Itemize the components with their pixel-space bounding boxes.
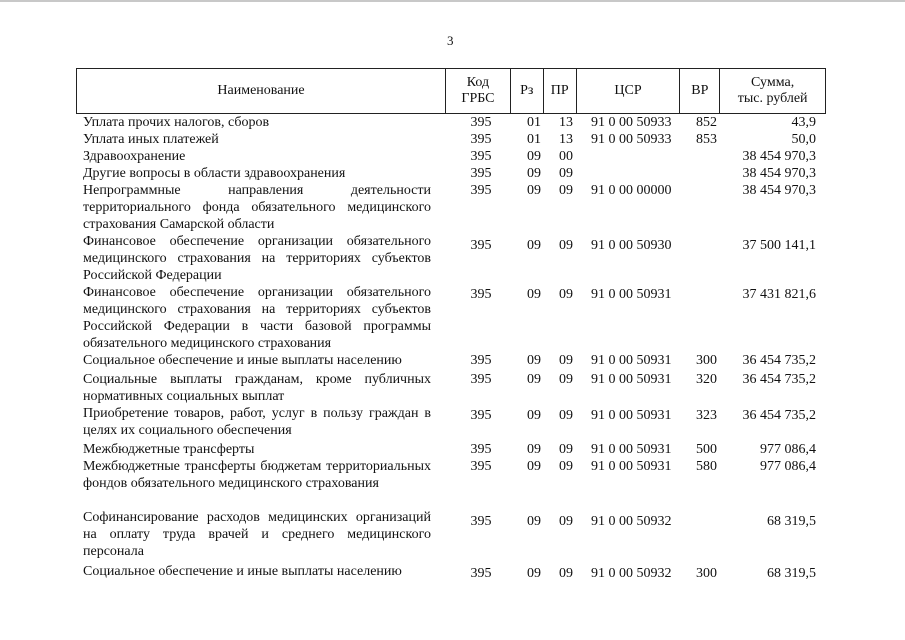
row-sum: 68 319,5 [767, 514, 816, 529]
row-sum: 50,0 [791, 132, 816, 147]
row-rz: 09 [527, 353, 541, 368]
row-name: Социальные выплаты гражданам, кроме публичных нормативных социальных выплат [83, 372, 431, 404]
row-name: Социальное обеспечение и иные выплаты населению [83, 564, 402, 579]
row-name: Приобретение товаров, работ, услуг в пользу граждан в целях их социального обеспечения [83, 406, 431, 438]
row-name: Межбюджетные трансферты бюджетам территориальных фондов обязательного медицинского страхования [83, 459, 431, 491]
row-name: Финансовое обеспечение организации обязательного медицинского страхования на территориях субъектов Российской Федерации в части базовой программы обязательного медицинского страхования [83, 285, 431, 351]
row-grbs: 395 [470, 442, 492, 457]
row-sum: 38 454 970,3 [742, 183, 816, 198]
row-rz: 09 [527, 183, 541, 198]
row-sum: 68 319,5 [767, 566, 816, 581]
row-csr: 91 0 00 50933 [591, 115, 672, 130]
row-csr: 91 0 00 50931 [591, 442, 672, 457]
budget-table [76, 68, 826, 581]
row-grbs: 395 [470, 408, 492, 423]
row-pr: 09 [559, 442, 573, 457]
header-rz: Рз [511, 69, 544, 113]
row-name: Уплата иных платежей [83, 132, 219, 147]
row-csr: 91 0 00 50931 [591, 353, 672, 368]
row-grbs: 395 [470, 287, 492, 302]
row-rz: 01 [527, 115, 541, 130]
page-number: 3 [447, 33, 454, 48]
row-csr: 91 0 00 50933 [591, 132, 672, 147]
row-sum: 38 454 970,3 [742, 149, 816, 164]
row-grbs: 395 [470, 115, 492, 130]
row-rz: 09 [527, 287, 541, 302]
row-vr: 853 [696, 132, 717, 147]
row-grbs: 395 [470, 149, 492, 164]
row-sum: 37 500 141,1 [742, 238, 816, 253]
row-grbs: 395 [470, 132, 492, 147]
row-rz: 09 [527, 149, 541, 164]
row-rz: 09 [527, 408, 541, 423]
row-sum: 977 086,4 [760, 442, 816, 457]
row-sum: 37 431 821,6 [742, 287, 816, 302]
header-vr: ВР [680, 69, 720, 113]
row-pr: 09 [559, 353, 573, 368]
row-name: Социальное обеспечение и иные выплаты населению [83, 353, 402, 368]
row-sum: 36 454 735,2 [742, 353, 816, 368]
row-sum: 977 086,4 [760, 459, 816, 474]
header-name: Наименование [77, 69, 446, 113]
row-pr: 09 [559, 566, 573, 581]
row-csr: 91 0 00 50930 [591, 238, 672, 253]
row-pr: 09 [559, 166, 573, 181]
row-vr: 323 [696, 408, 717, 423]
row-grbs: 395 [470, 166, 492, 181]
row-rz: 09 [527, 514, 541, 529]
scan-edge [0, 0, 905, 2]
row-name: Непрограммные направления деятельности территориального фонда обязательного медицинского страхования Самарской области [83, 183, 431, 232]
header-grbs: Код ГРБС [446, 69, 511, 113]
row-pr: 09 [559, 408, 573, 423]
row-sum: 36 454 735,2 [742, 372, 816, 387]
row-csr: 91 0 00 50931 [591, 372, 672, 387]
row-vr: 852 [696, 115, 717, 130]
row-name: Здравоохранение [83, 149, 186, 164]
row-csr: 91 0 00 50932 [591, 566, 672, 581]
row-name: Другие вопросы в области здравоохранения [83, 166, 346, 181]
row-rz: 09 [527, 238, 541, 253]
row-name: Финансовое обеспечение организации обязательного медицинского страхования на территориях субъектов Российской Федерации [83, 234, 431, 283]
row-pr: 09 [559, 238, 573, 253]
row-grbs: 395 [470, 238, 492, 253]
row-sum: 43,9 [791, 115, 816, 130]
row-grbs: 395 [470, 459, 492, 474]
row-grbs: 395 [470, 566, 492, 581]
row-sum: 38 454 970,3 [742, 166, 816, 181]
row-grbs: 395 [470, 372, 492, 387]
row-pr: 09 [559, 183, 573, 198]
row-sum: 36 454 735,2 [742, 408, 816, 423]
row-rz: 01 [527, 132, 541, 147]
row-vr: 580 [696, 459, 717, 474]
row-vr: 320 [696, 372, 717, 387]
row-rz: 09 [527, 442, 541, 457]
row-csr: 91 0 00 50932 [591, 514, 672, 529]
row-grbs: 395 [470, 353, 492, 368]
row-rz: 09 [527, 166, 541, 181]
row-pr: 09 [559, 372, 573, 387]
row-vr: 300 [696, 353, 717, 368]
row-csr: 91 0 00 50931 [591, 408, 672, 423]
row-pr: 13 [559, 132, 573, 147]
row-grbs: 395 [470, 183, 492, 198]
row-pr: 09 [559, 459, 573, 474]
row-rz: 09 [527, 566, 541, 581]
header-pr: ПР [544, 69, 577, 113]
row-grbs: 395 [470, 514, 492, 529]
row-name: Уплата прочих налогов, сборов [83, 115, 270, 130]
table-header [76, 69, 826, 114]
row-pr: 09 [559, 514, 573, 529]
row-csr: 91 0 00 50931 [591, 459, 672, 474]
row-vr: 300 [696, 566, 717, 581]
header-csr: ЦСР [577, 69, 681, 113]
row-pr: 09 [559, 287, 573, 302]
row-rz: 09 [527, 372, 541, 387]
row-vr: 500 [696, 442, 717, 457]
row-pr: 00 [559, 149, 573, 164]
row-rz: 09 [527, 459, 541, 474]
row-pr: 13 [559, 115, 573, 130]
row-name: Софинансирование расходов медицинских организаций на оплату труда врачей и среднего медицинского персонала [83, 510, 431, 559]
header-sum: Сумма, тыс. рублей [737, 75, 808, 106]
row-csr: 91 0 00 00000 [591, 183, 672, 198]
row-csr: 91 0 00 50931 [591, 287, 672, 302]
row-name: Межбюджетные трансферты [83, 442, 255, 457]
